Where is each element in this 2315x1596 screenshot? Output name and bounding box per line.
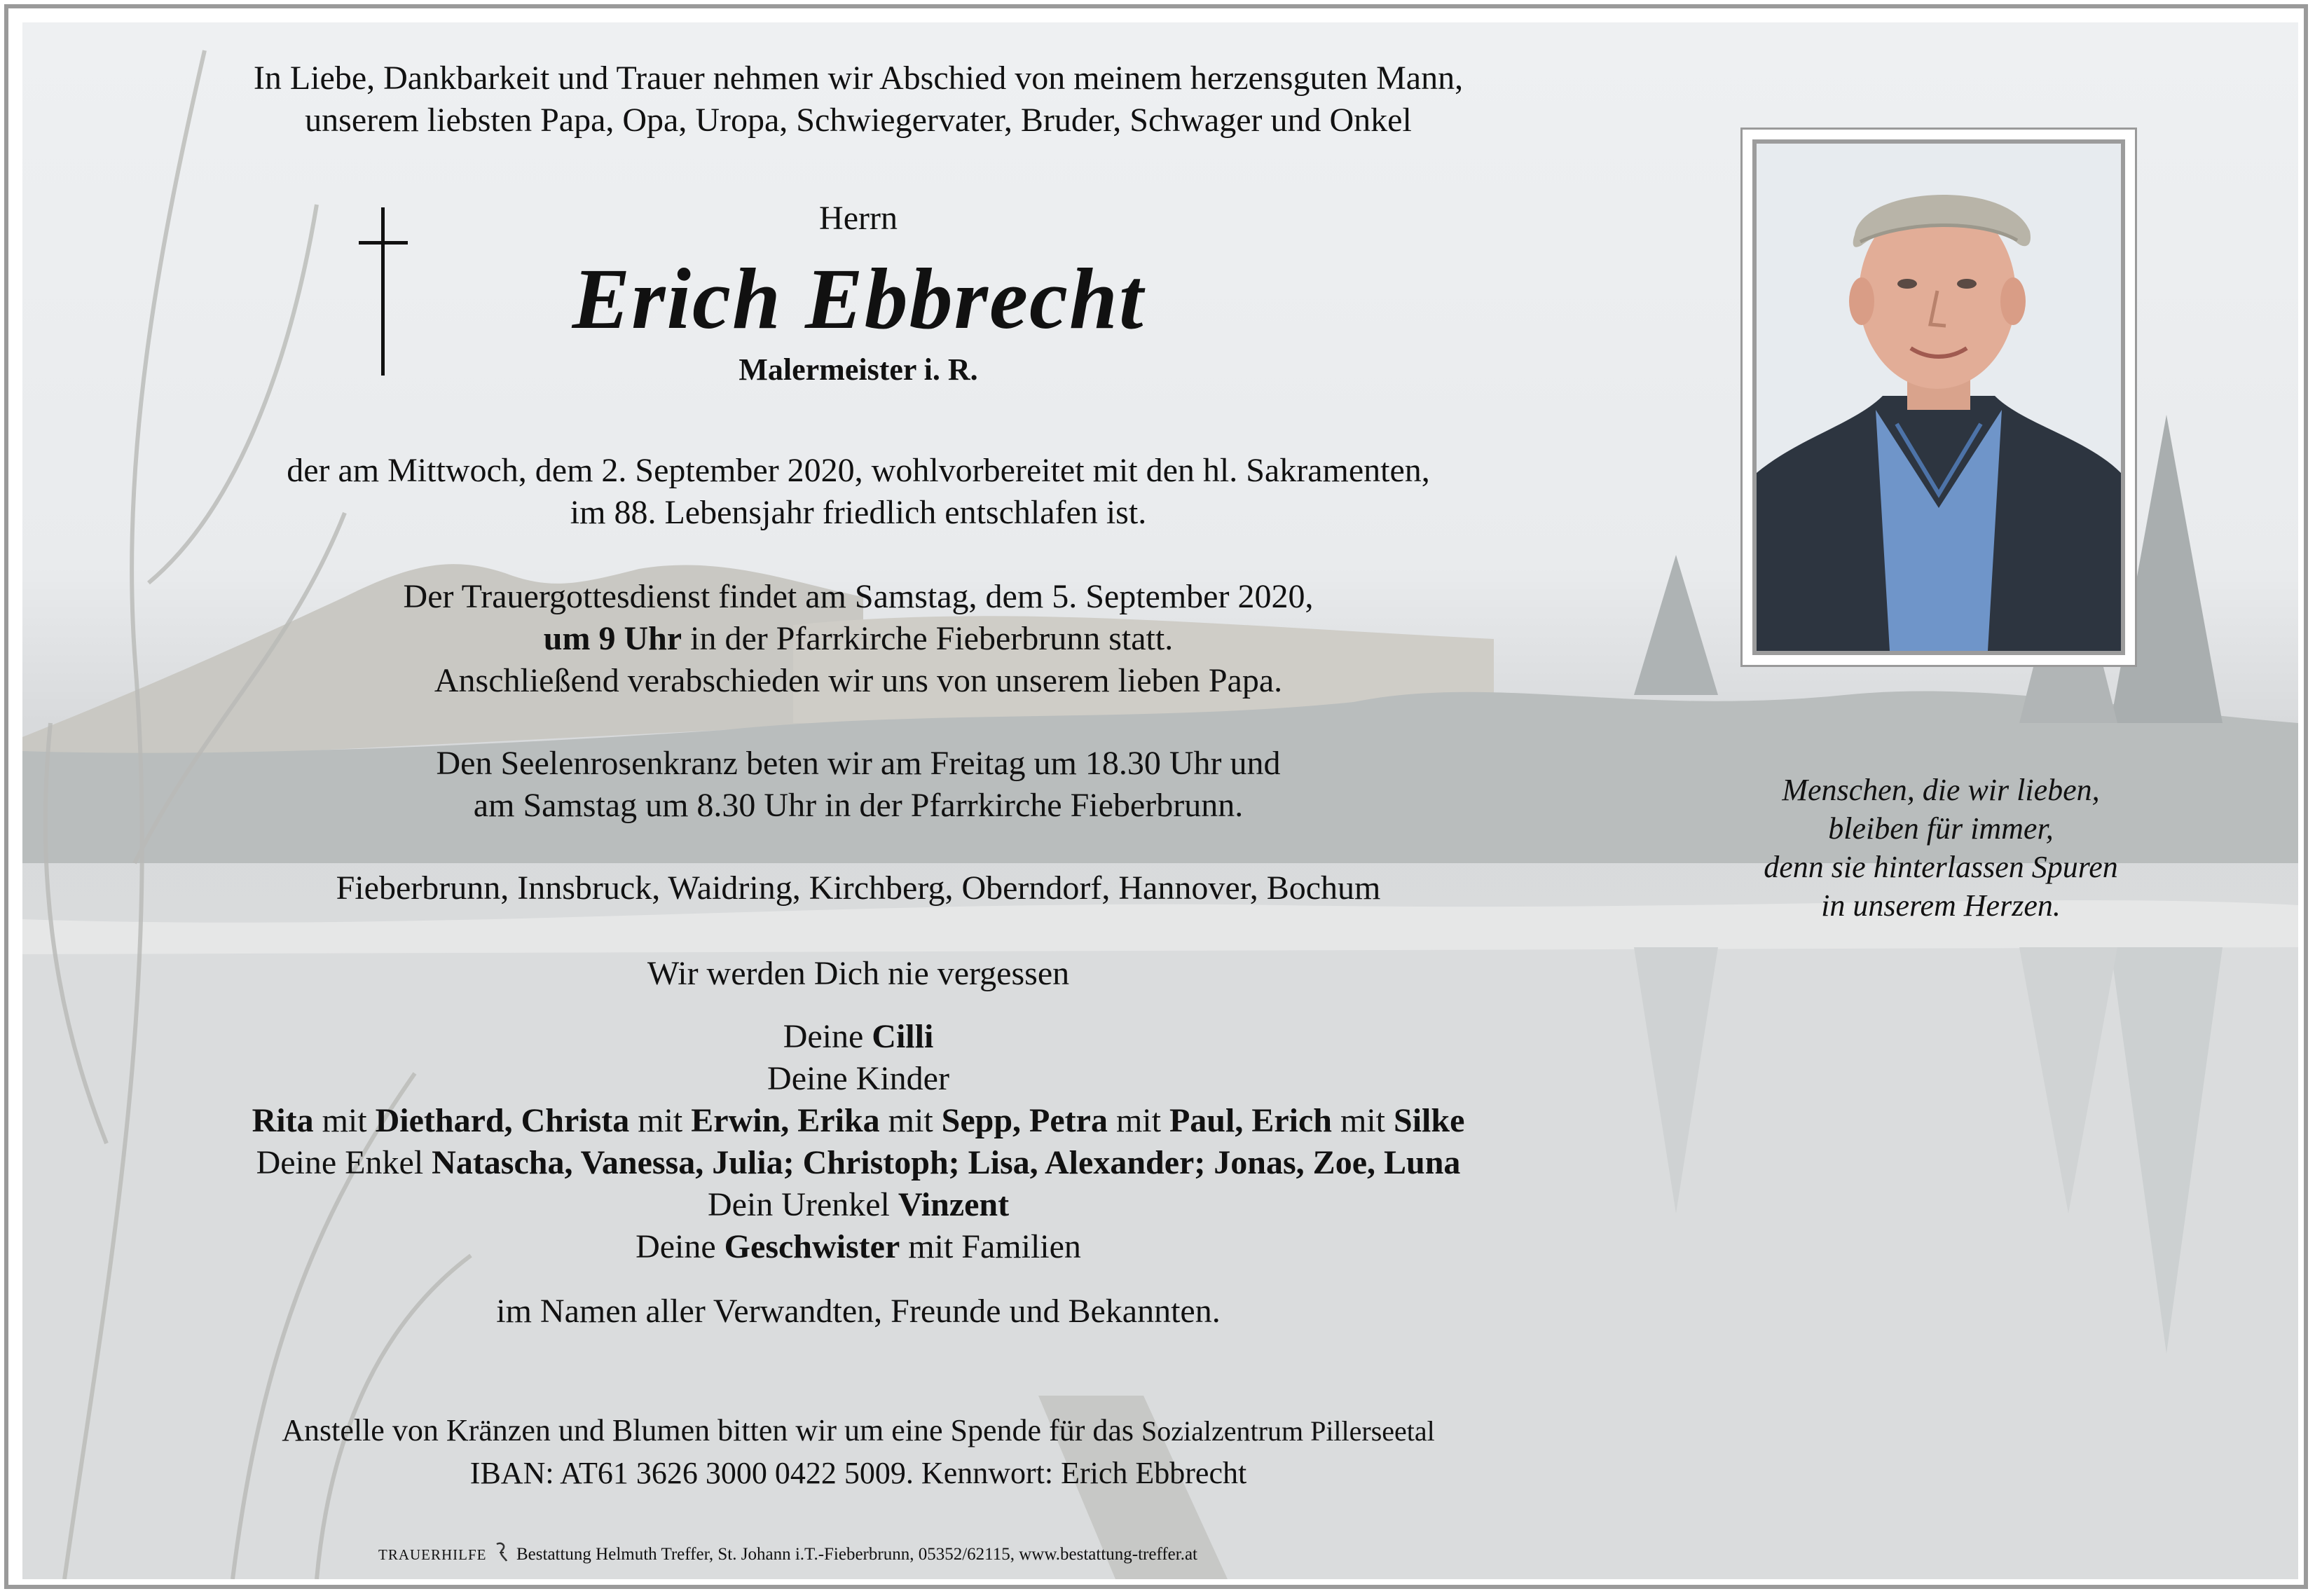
footer xyxy=(378,1541,1359,1565)
rosary-info xyxy=(0,743,1717,827)
funeral-line-3: Anschließend verabschieden wir uns von unserem lieben Papa. xyxy=(434,662,1283,699)
child-with: mit xyxy=(1332,1102,1394,1139)
salutation: Herrn xyxy=(819,200,898,237)
donation-request: Anstelle von Kränzen und Blumen bitten wir um eine Spende für das xyxy=(282,1413,1142,1447)
wife-prefix: Deine xyxy=(783,1018,872,1055)
child-entry xyxy=(252,1102,521,1139)
child-sep: , xyxy=(781,1102,798,1139)
child-name: Petra xyxy=(1029,1102,1108,1139)
grandchildren-line xyxy=(0,1142,1717,1184)
death-notice xyxy=(0,450,1717,534)
intro-line-1: In Liebe, Dankbarkeit und Trauer nehmen wir Abschied von meinem herzensguten Mann, xyxy=(253,60,1464,97)
funeral-line-2 xyxy=(0,618,1717,660)
great-grandchild-name: Vinzent xyxy=(898,1186,1010,1223)
family-list xyxy=(0,1016,1717,1268)
child-with: mit xyxy=(629,1102,692,1139)
children-label: Deine Kinder xyxy=(767,1060,949,1097)
quote-line-2: bleiben für immer, xyxy=(1828,811,2054,846)
deceased-name: Erich Ebbrecht xyxy=(572,251,1145,347)
grandchildren-prefix: Deine Enkel xyxy=(256,1144,432,1181)
portrait-illustration xyxy=(1757,144,2121,651)
child-name: Rita xyxy=(252,1102,314,1139)
child-entry xyxy=(1251,1102,1464,1139)
footer-text: Bestattung Helmuth Treffer, St. Johann i.T.-Fieberbrunn, 05352/62115, www.bestattung-treffer.at xyxy=(516,1545,1197,1564)
on-behalf: im Namen aller Verwandten, Freunde und Bekannten. xyxy=(496,1293,1221,1330)
footer-label: TRAUERHILFE xyxy=(378,1546,487,1563)
child-partner: Diethard xyxy=(375,1102,504,1139)
child-entry xyxy=(521,1102,798,1139)
child-sep: , xyxy=(504,1102,521,1139)
children-line xyxy=(0,1100,1717,1142)
intro-line-2: unserem liebsten Papa, Opa, Uropa, Schwiegervater, Bruder, Schwager und Onkel xyxy=(305,102,1412,139)
death-notice-line-1: der am Mittwoch, dem 2. September 2020, wohlvorbereitet mit den hl. Sakramenten, xyxy=(287,452,1430,489)
never-forget: Wir werden Dich nie vergessen xyxy=(647,955,1070,992)
child-sep: , xyxy=(1235,1102,1252,1139)
wife-line xyxy=(0,1016,1717,1058)
intro-text xyxy=(0,57,1717,142)
death-notice-line-2: im 88. Lebensjahr friedlich entschlafen ist. xyxy=(570,494,1147,531)
portrait-photo xyxy=(1752,139,2125,655)
funeral-time: um 9 Uhr xyxy=(543,620,682,657)
donation-line-1 xyxy=(0,1410,1717,1452)
siblings-suffix: mit Familien xyxy=(900,1228,1081,1265)
wife-name: Cilli xyxy=(872,1018,934,1055)
child-partner: Sepp xyxy=(941,1102,1013,1139)
siblings-line xyxy=(0,1226,1717,1268)
rosary-line-1: Den Seelenrosenkranz beten wir am Freitag um 18.30 Uhr und xyxy=(436,745,1281,782)
child-name: Erich xyxy=(1251,1102,1332,1139)
funeral-place: in der Pfarrkirche Fieberbrunn statt. xyxy=(682,620,1174,657)
donation-recipient: Sozialzentrum Pillerseetal xyxy=(1141,1415,1435,1447)
child-name: Erika xyxy=(797,1102,880,1139)
donation-info xyxy=(0,1410,1717,1494)
donation-line-2: IBAN: AT61 3626 3000 0422 5009. Kennwort: Erich Ebbrecht xyxy=(469,1456,1247,1490)
child-partner: Paul xyxy=(1169,1102,1235,1139)
child-name: Christa xyxy=(521,1102,630,1139)
great-grandchild-line xyxy=(0,1184,1717,1226)
funeral-info xyxy=(0,576,1717,702)
funeral-line-1: Der Trauergottesdienst findet am Samstag, dem 5. September 2020, xyxy=(403,578,1314,615)
siblings-prefix: Deine xyxy=(636,1228,724,1265)
child-with: mit xyxy=(879,1102,942,1139)
quote-line-4: in unserem Herzen. xyxy=(1821,888,2061,923)
child-with: mit xyxy=(313,1102,376,1139)
child-partner: Erwin xyxy=(691,1102,781,1139)
memorial-quote xyxy=(1682,771,2200,925)
child-sep: , xyxy=(1012,1102,1030,1139)
places: Fieberbrunn, Innsbruck, Waidring, Kirchberg, Oberndorf, Hannover, Bochum xyxy=(336,869,1381,907)
profession: Malermeister i. R. xyxy=(739,352,978,387)
quote-line-3: denn sie hinterlassen Spuren xyxy=(1764,850,2118,884)
funeral-logo-icon xyxy=(494,1541,509,1562)
child-entry xyxy=(1029,1102,1251,1139)
great-grandchild-prefix: Dein Urenkel xyxy=(707,1186,898,1223)
siblings-label: Geschwister xyxy=(724,1228,900,1265)
child-partner: Silke xyxy=(1394,1102,1465,1139)
child-with: mit xyxy=(1107,1102,1169,1139)
child-entry xyxy=(797,1102,1029,1139)
quote-line-1: Menschen, die wir lieben, xyxy=(1782,773,2100,807)
portrait-frame xyxy=(1740,128,2137,667)
rosary-line-2: am Samstag um 8.30 Uhr in der Pfarrkirche Fieberbrunn. xyxy=(473,787,1244,824)
grandchildren-names: Natascha, Vanessa, Julia; Christoph; Lisa, Alexander; Jonas, Zoe, Luna xyxy=(432,1144,1461,1181)
